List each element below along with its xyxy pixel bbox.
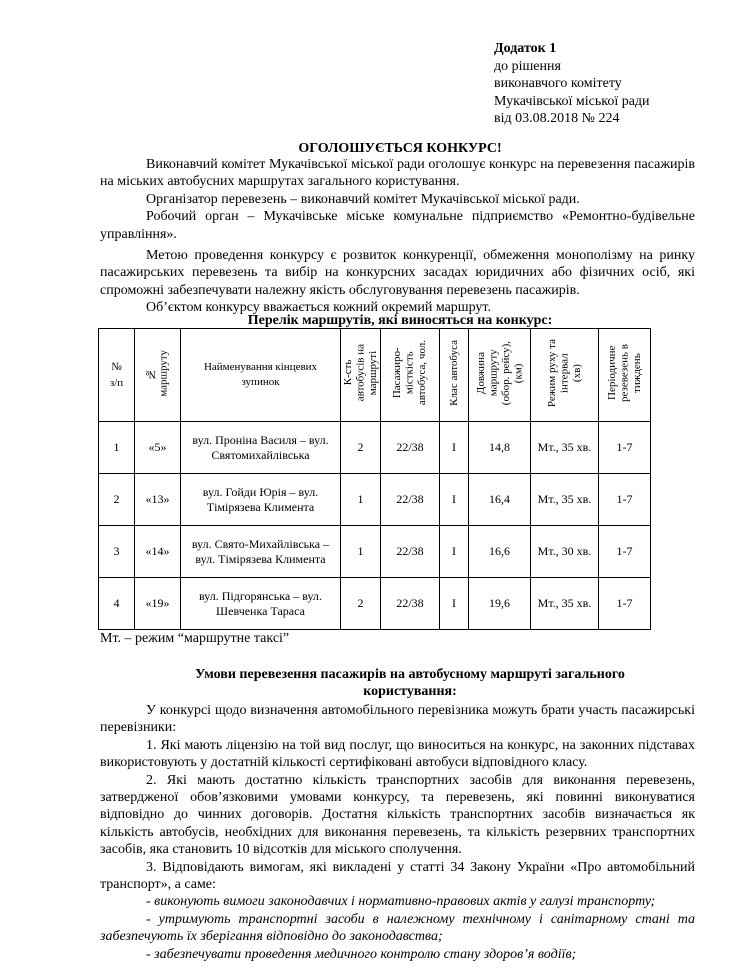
header-period: Періодичне резевезень в тиждень [599, 329, 651, 422]
annex-line: виконавчого комітету [494, 76, 622, 91]
table-row [99, 578, 651, 630]
cell-mode: Мт., 35 хв. [531, 422, 599, 474]
header-capacity: Пасажиро- місткість автобуса, чол. [381, 329, 440, 422]
annex-title: Додаток 1 [494, 41, 557, 56]
routes-table [98, 328, 651, 630]
header-mode: Режим руху та інтервал (хв) [531, 329, 599, 422]
cell-route: «5» [135, 422, 181, 474]
cell-route: «13» [135, 474, 181, 526]
cell-class: I [440, 474, 469, 526]
intro-section [100, 156, 695, 317]
header-route: № маршруту [135, 329, 181, 422]
cell-mode: Мт., 35 хв. [531, 474, 599, 526]
cell-capacity: 22/38 [381, 578, 440, 630]
header-length: Довжина маршруту (обор. рейсу), (км) [469, 329, 531, 422]
cell-class: I [440, 578, 469, 630]
cell-class: I [440, 422, 469, 474]
annex-line: Мукачівської міської ради [494, 93, 650, 109]
intro-paragraph: Об’єктом конкурсу вважається кожний окремий маршрут. [146, 300, 491, 316]
annex-block [494, 40, 650, 128]
cell-mode: Мт., 30 хв. [531, 526, 599, 578]
intro-paragraph: Виконавчий комітет Мукачівської міської ради оголошує конкурс на перевезення пасажирів на міських автобусних маршрутах загального користування. [100, 157, 695, 190]
conditions-title: Умови перевезення пасажирів на автобусному маршруті загального користування: [195, 667, 625, 699]
table-row [99, 526, 651, 578]
cell-route: «14» [135, 526, 181, 578]
table-header-row [99, 329, 651, 422]
header-class: Клас автобуса [440, 329, 469, 422]
cell-capacity: 22/38 [381, 422, 440, 474]
conditions-paragraph: 3. Відповідають вимогам, які викладені у статті 34 Закону України «Про автомобільний транспорт», а саме: [100, 859, 695, 893]
cell-buses: 2 [341, 578, 381, 630]
cell-length: 16,6 [469, 526, 531, 578]
conditions-paragraph: У конкурсі щодо визначення автомобільного перевізника можуть брати участь пасажирські перевізники: [100, 703, 695, 736]
cell-length: 14,8 [469, 422, 531, 474]
header-stops: Найменування кінцевих зупинок [181, 329, 341, 422]
cell-capacity: 22/38 [381, 526, 440, 578]
cell-route: «19» [135, 578, 181, 630]
conditions-section [100, 702, 695, 963]
annex-line: до рішення [494, 58, 561, 74]
conditions-item: - виконують вимоги законодавчих і нормативно-правових актів у галузі транспорту; [146, 894, 656, 910]
cell-stops: вул. Свято-Михайлівська – вул. Тімірязева Климента [181, 526, 341, 578]
conditions-paragraph: 1. Які мають ліцензію на той вид послуг, що виноситься на конкурс, на законних підставах використовують у достатній кількості сертифіковані автобуси відповідного класу. [100, 737, 695, 771]
cell-num: 3 [99, 526, 135, 578]
intro-paragraph: Робочий орган – Мукачівське міське комунальне підприємство «Ремонтно-будівельне управління». [100, 209, 695, 242]
cell-length: 19,6 [469, 578, 531, 630]
annex-line: від 03.08.2018 № 224 [494, 111, 620, 126]
cell-period: 1-7 [599, 422, 651, 474]
cell-buses: 2 [341, 422, 381, 474]
conditions-item: - забезпечувати проведення медичного контролю стану здоров’я водіїв; [146, 946, 577, 962]
cell-mode: Мт., 35 хв. [531, 578, 599, 630]
cell-period: 1-7 [599, 578, 651, 630]
intro-paragraph: Метою проведення конкурсу є розвиток конкуренції, обмеження монополізму на ринку пасажирських перевезень та вибір на конкурсних засадах юридичних або фізичних осіб, які спроможні забезпечувати належну якість обслуговування перевезень пасажирів. [100, 248, 695, 298]
table-row [99, 422, 651, 474]
cell-buses: 1 [341, 474, 381, 526]
intro-paragraph: Організатор перевезень – виконавчий комітет Мукачівської міської ради. [146, 191, 580, 207]
cell-stops: вул. Підгорянська – вул. Шевченка Тараса [181, 578, 341, 630]
cell-num: 1 [99, 422, 135, 474]
conditions-item: - утримують транспортні засоби в належному технічному і санітарному стані та забезпечують їх зберігання відповідно до законодавства; [100, 911, 695, 945]
cell-stops: вул. Гойди Юрія – вул. Тімірязева Климента [181, 474, 341, 526]
header-buses: К-сть автобусів на маршруті [341, 329, 381, 422]
cell-length: 16,4 [469, 474, 531, 526]
table-row [99, 474, 651, 526]
cell-num: 4 [99, 578, 135, 630]
conditions-paragraph: 2. Які мають достатню кількість транспортних засобів для виконання перевезень, затвердженої обов’язковими умовами конкурсу, та перевезень, які повинні виконуватися відповідно до чинних договорів. Достатня кількість транспортних засобів визначається як кількість автобусів, необхідних для виконання перевезень, та кількість резервних транспортних засобів, яка становить 10 відсотків для міського сполучення. [100, 772, 695, 858]
cell-period: 1-7 [599, 526, 651, 578]
cell-num: 2 [99, 474, 135, 526]
cell-stops: вул. Проніна Василя – вул. Святомихайлівська [181, 422, 341, 474]
table-title: Перелік маршрутів, які виносяться на конкурс: [247, 313, 553, 328]
header-num: № з/п [99, 329, 135, 422]
page-title: ОГОЛОШУЄТЬСЯ КОНКУРС! [298, 141, 502, 156]
cell-capacity: 22/38 [381, 474, 440, 526]
cell-period: 1-7 [599, 474, 651, 526]
table-note: Мт. – режим “маршрутне таксі” [100, 631, 290, 646]
cell-class: I [440, 526, 469, 578]
cell-buses: 1 [341, 526, 381, 578]
